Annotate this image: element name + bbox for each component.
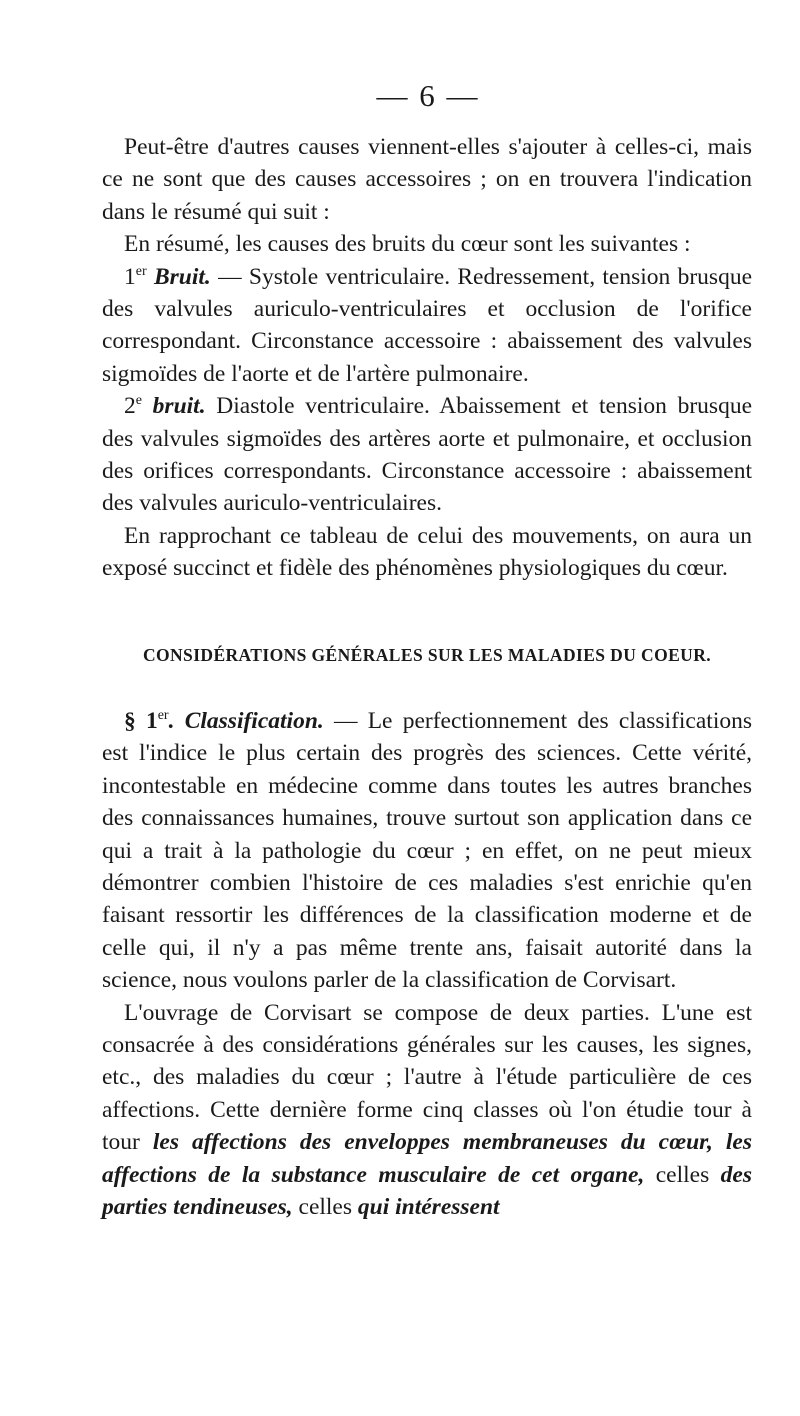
paragraph: En résumé, les causes des bruits du cœur sont les suivantes :: [124, 231, 691, 258]
text-run: celles: [292, 1194, 358, 1221]
sound-label: Bruit.: [153, 263, 211, 290]
text-run: celles: [644, 1161, 721, 1188]
section-label: . Classification.: [168, 708, 324, 734]
ordinal-suffix: e: [135, 393, 142, 409]
ordinal-suffix: er: [135, 263, 147, 279]
paragraph-first-sound: [102, 261, 752, 391]
sound-description: — Systole ventriculaire. Redressement, tension brusque des valvules auriculo-ventriculaires et occlusion de l'orifice correspondant. Circonstance accessoire : abaissement des valvules sigmoïdes de l'aorte et de l'artère pulmonaire.: [102, 263, 752, 387]
italic-run: des parties tendineuses,: [102, 1161, 752, 1221]
italic-run: qui intéressent: [357, 1194, 500, 1221]
text-run: L'ouvrage de Corvisart se compose de deux parties. L'une est consacrée à des considérations générales sur les causes, les signes, etc., des maladies du cœur ; l'autre à l'étude particulière de ces affections. Cette dernière forme cinq classes où l'on étudie tour à tour: [102, 999, 752, 1156]
paragraph-second-sound: [102, 390, 752, 520]
page-number: — 6 —: [376, 78, 480, 113]
summary-text: [102, 131, 752, 585]
section-number: § 1: [124, 708, 158, 734]
ordinal-number: 2: [124, 393, 136, 420]
section-heading: CONSIDÉRATIONS GÉNÉRALES SUR LES MALADIES DU COEUR.: [142, 645, 712, 665]
italic-run: les affections des enveloppes membraneuses du cœur, les affections de la substance musculaire de cet organe,: [102, 1129, 752, 1188]
ordinal-suffix: er: [157, 708, 169, 724]
classification-text: — Le perfectionnement des classifications est l'indice le plus certain des progrès des sciences. Cette vérité, incontestable en médecine comme dans toutes les autres branches des connaissances humaines, trouve surtout son application dans ce qui a trait à la pathologie du cœur ; en effet, on ne peut mieux démontrer combien l'histoire de ces maladies s'est enrichie qu'en faisant ressortir les différences de la classification moderne et de celle qui, il n'y a pas même trente ans, faisait autorité dans la science, nous voulons parler de la classification de Corvisart.: [102, 708, 752, 994]
section-text: [102, 705, 752, 1224]
paragraph-corvisart: [102, 997, 752, 1224]
paragraph: Peut-être d'autres causes viennent-elles s'ajouter à celles-ci, mais ce ne sont que des causes accessoires ; on en trouvera l'indication dans le résumé qui suit :: [102, 134, 752, 225]
sound-description: Diastole ventriculaire. Abaissement et tension brusque des valvules sigmoïdes des artères aorte et pulmonaire, et occlusion des orifices correspondants. Circonstance accessoire : abaissement des valvules auriculo-ventriculaires.: [102, 393, 752, 517]
sound-label: bruit.: [152, 393, 206, 420]
paragraph: En rapprochant ce tableau de celui des mouvements, on aura un exposé succinct et fidèle des phénomènes physiologiques du cœur.: [102, 522, 752, 582]
paragraph-classification: [102, 705, 752, 997]
ordinal-number: 1: [124, 263, 136, 290]
